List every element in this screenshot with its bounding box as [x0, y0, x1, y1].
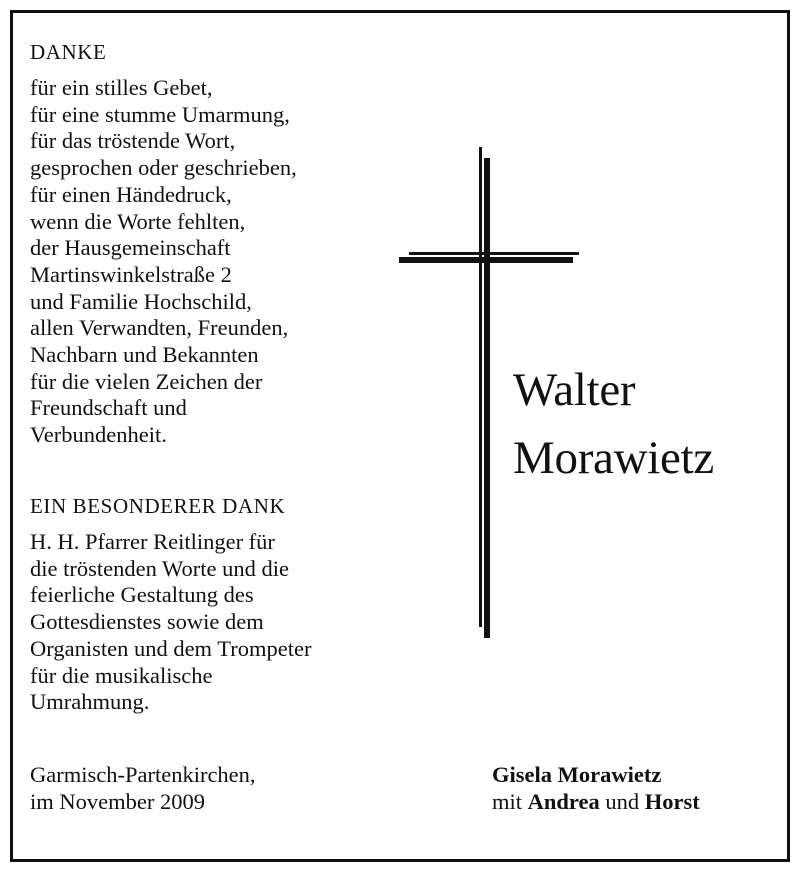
special-thanks-line: feierliche Gestaltung des: [30, 582, 254, 608]
special-thanks-line: Umrahmung.: [30, 689, 150, 715]
signature-name-andrea: Andrea: [527, 788, 600, 814]
thanks-line: für eine stumme Umarmung,: [30, 101, 290, 127]
signature-prefix: mit: [492, 788, 523, 814]
place-date: [30, 762, 256, 815]
thanks-line: Martinswinkelstraße 2: [30, 261, 232, 287]
thanks-line: für das tröstende Wort,: [30, 128, 236, 154]
special-thanks-line: für die musikalische: [30, 662, 213, 688]
special-thanks-text: [30, 529, 311, 716]
thanks-line: für die vielen Zeichen der: [30, 368, 263, 394]
special-thanks-line: Gottesdienstes sowie dem: [30, 609, 264, 635]
signature-name-horst: Horst: [644, 788, 700, 814]
thanks-line: der Hausgemeinschaft: [30, 235, 231, 261]
special-thanks-line: die tröstenden Worte und die: [30, 555, 289, 581]
thanks-line: für einen Händedruck,: [30, 181, 232, 207]
thanks-line: Verbundenheit.: [30, 422, 167, 448]
date: im November 2009: [30, 788, 205, 814]
signature-name: Gisela Morawietz: [492, 762, 662, 787]
thanks-heading: DANKE: [30, 40, 107, 64]
special-thanks-heading: EIN BESONDERER DANK: [30, 494, 286, 518]
deceased-last-name: Morawietz: [513, 432, 714, 484]
thanks-line: und Familie Hochschild,: [30, 288, 252, 314]
thanks-line: allen Verwandten, Freunden,: [30, 315, 289, 341]
special-thanks-line: H. H. Pfarrer Reitlinger für: [30, 529, 275, 554]
thanks-line: Nachbarn und Bekannten: [30, 342, 259, 368]
thanks-text: [30, 75, 297, 449]
place: Garmisch-Partenkirchen,: [30, 762, 256, 787]
thanks-line: Freundschaft und: [30, 395, 187, 421]
deceased-first-name: Walter: [513, 364, 636, 416]
signature: [492, 762, 700, 815]
special-thanks-line: Organisten und dem Trompeter: [30, 635, 312, 661]
thanks-line: wenn die Worte fehlten,: [30, 208, 246, 234]
thanks-line: gesprochen oder geschrieben,: [30, 155, 297, 181]
signature-conjunction: und: [605, 788, 640, 814]
thanks-line: für ein stilles Gebet,: [30, 75, 213, 100]
signature-family: [492, 789, 700, 816]
